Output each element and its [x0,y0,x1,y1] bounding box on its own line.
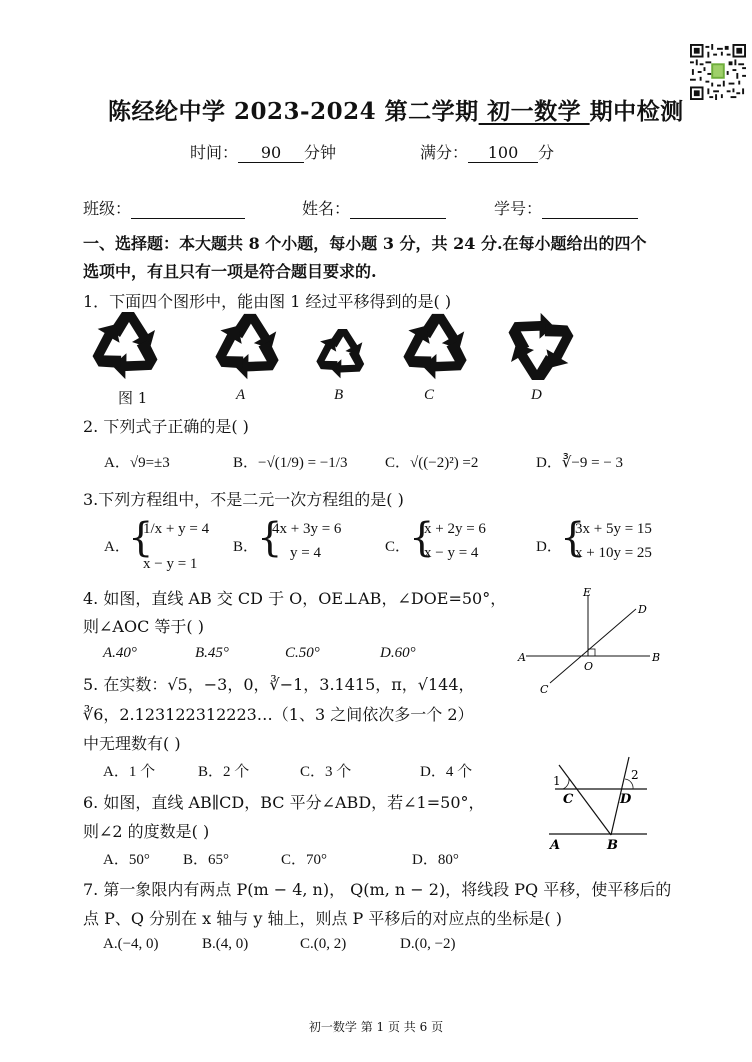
q3-c-eq2: x − y = 4 [424,545,479,561]
q4-option-a: A.40° [103,645,137,661]
page-title: 陈经纶中学 2023-2024 第二学期 初一数学 期中检测 [108,98,684,125]
q2-option-c: C．√((−2)²) =2 [385,455,479,471]
label-c: C [563,792,574,807]
q2-option-b: B．−√(1/9) = −1/3 [233,455,348,471]
label-e: E [583,586,592,599]
q3-d-eq2: x + 10y = 25 [575,545,652,561]
section-heading: 一、选择题：本大题共 8 个小题，每小题 3 分，共 24 分.在每小题给出的四个 [83,234,647,253]
label-angle-1: 1 [553,774,561,788]
qr-code [690,44,746,100]
option-a-label: A [236,387,246,403]
recycle-option-a [210,310,286,384]
brace: { [409,515,435,561]
q6-option-d: D．80° [412,852,459,868]
label-a: A [550,838,561,853]
q6-stem-line2: 则∠2 的度数是( ) [83,822,210,841]
q6-option-a: A．50° [103,852,150,868]
q3-option-a-label: A． [104,539,130,555]
label-b: B [607,838,618,853]
q3-a-eq1: 1/x + y = 4 [143,521,210,537]
recycle-option-b [313,326,369,382]
q4-option-c: C.50° [285,645,320,661]
q7-stem-line1: 7. 第一象限内有两点 P(m − 4, n)， Q(m, n − 2)，将线段 PQ 平移，使平移后的 [83,880,672,899]
q3-c-eq1: x + 2y = 6 [424,521,486,537]
label-b: B [652,651,661,664]
q2-option-a: A．√9=±3 [104,455,170,471]
q7-option-d: D.(0, −2) [400,936,456,952]
section-heading-cont: 选项中，有且只有一项是符合题目要求的. [83,262,377,281]
option-c-label: C [424,387,435,403]
q7-option-a: A.(−4, 0) [103,936,159,952]
q2-stem: 2. 下列式子正确的是( ) [83,417,249,436]
recycle-option-c [398,310,474,384]
name-field[interactable]: 姓名： [302,196,446,219]
q7-stem-line2: 点 P、Q 分别在 x 轴与 y 轴上，则点 P 平移后的对应点的坐标是( ) [83,909,562,928]
label-c: C [540,683,549,696]
q1-stem: 1．下面四个图形中，能由图 1 经过平移得到的是( ) [83,292,452,311]
brace: { [128,515,154,561]
score-line: 满分： 100 分 [420,143,555,162]
q6-option-c: C．70° [281,852,328,868]
q5-stem-line1: 5. 在实数：√5，−3，0，∛−1，3.1415，π，√144， [83,675,475,694]
label-o: O [584,660,594,673]
q4-option-d: D.60° [380,645,416,661]
student-id-field[interactable]: 学号： [494,196,638,219]
q3-stem: 3.下列方程组中，不是二元一次方程组的是( ) [83,490,404,509]
q3-d-eq1: 3x + 5y = 15 [575,521,652,537]
q5-option-a: A．1 个 [103,764,156,780]
q3-a-eq2: x − y = 1 [143,556,198,572]
option-d-label: D [531,387,542,403]
q3-option-d-label: D． [536,539,562,555]
q4-stem-line1: 4. 如图，直线 AB 交 CD 于 O，OE⊥AB，∠DOE=50°， [83,589,507,608]
brace: { [560,515,586,561]
q6-figure [545,755,655,855]
page-footer: 初一数学 第 1 页 共 6 页 [308,1020,444,1034]
q3-b-eq1: 4x + 3y = 6 [272,521,342,537]
q5-option-c: C．3 个 [300,764,352,780]
time-line: 时间： 90 分钟 [190,143,337,162]
q6-stem-line1: 6. 如图，直线 AB∥CD，BC 平分∠ABD，若∠1=50°， [83,793,485,812]
q4-stem-line2: 则∠AOC 等于( ) [83,617,204,636]
q7-option-b: B.(4, 0) [202,936,249,952]
q2-option-d: D．∛−9 = − 3 [536,455,624,471]
q5-stem-line2: ∛6，2.123122312223…（1、3 之间依次多一个 2） [83,705,474,724]
q6-option-b: B．65° [183,852,230,868]
q5-option-b: B．2 个 [198,764,250,780]
q5-stem-line3: 中无理数有( ) [83,734,181,753]
option-b-label: B [334,387,344,403]
label-angle-2: 2 [631,768,639,782]
class-field[interactable]: 班级： [83,196,245,219]
q4-figure [512,585,662,700]
q5-option-d: D．4 个 [420,764,473,780]
q3-option-c-label: C． [385,539,411,555]
label-d: D [620,792,632,807]
brace: { [257,515,283,561]
label-d: D [638,603,647,616]
label-a: A [518,651,526,664]
q3-option-b-label: B． [233,539,259,555]
q4-option-b: B.45° [195,645,229,661]
q7-option-c: C.(0, 2) [300,936,347,952]
figure-1-label: 图 1 [118,389,148,407]
recycle-option-d [502,308,578,384]
recycle-figure-1 [88,308,164,384]
q3-b-eq2: y = 4 [290,545,321,561]
